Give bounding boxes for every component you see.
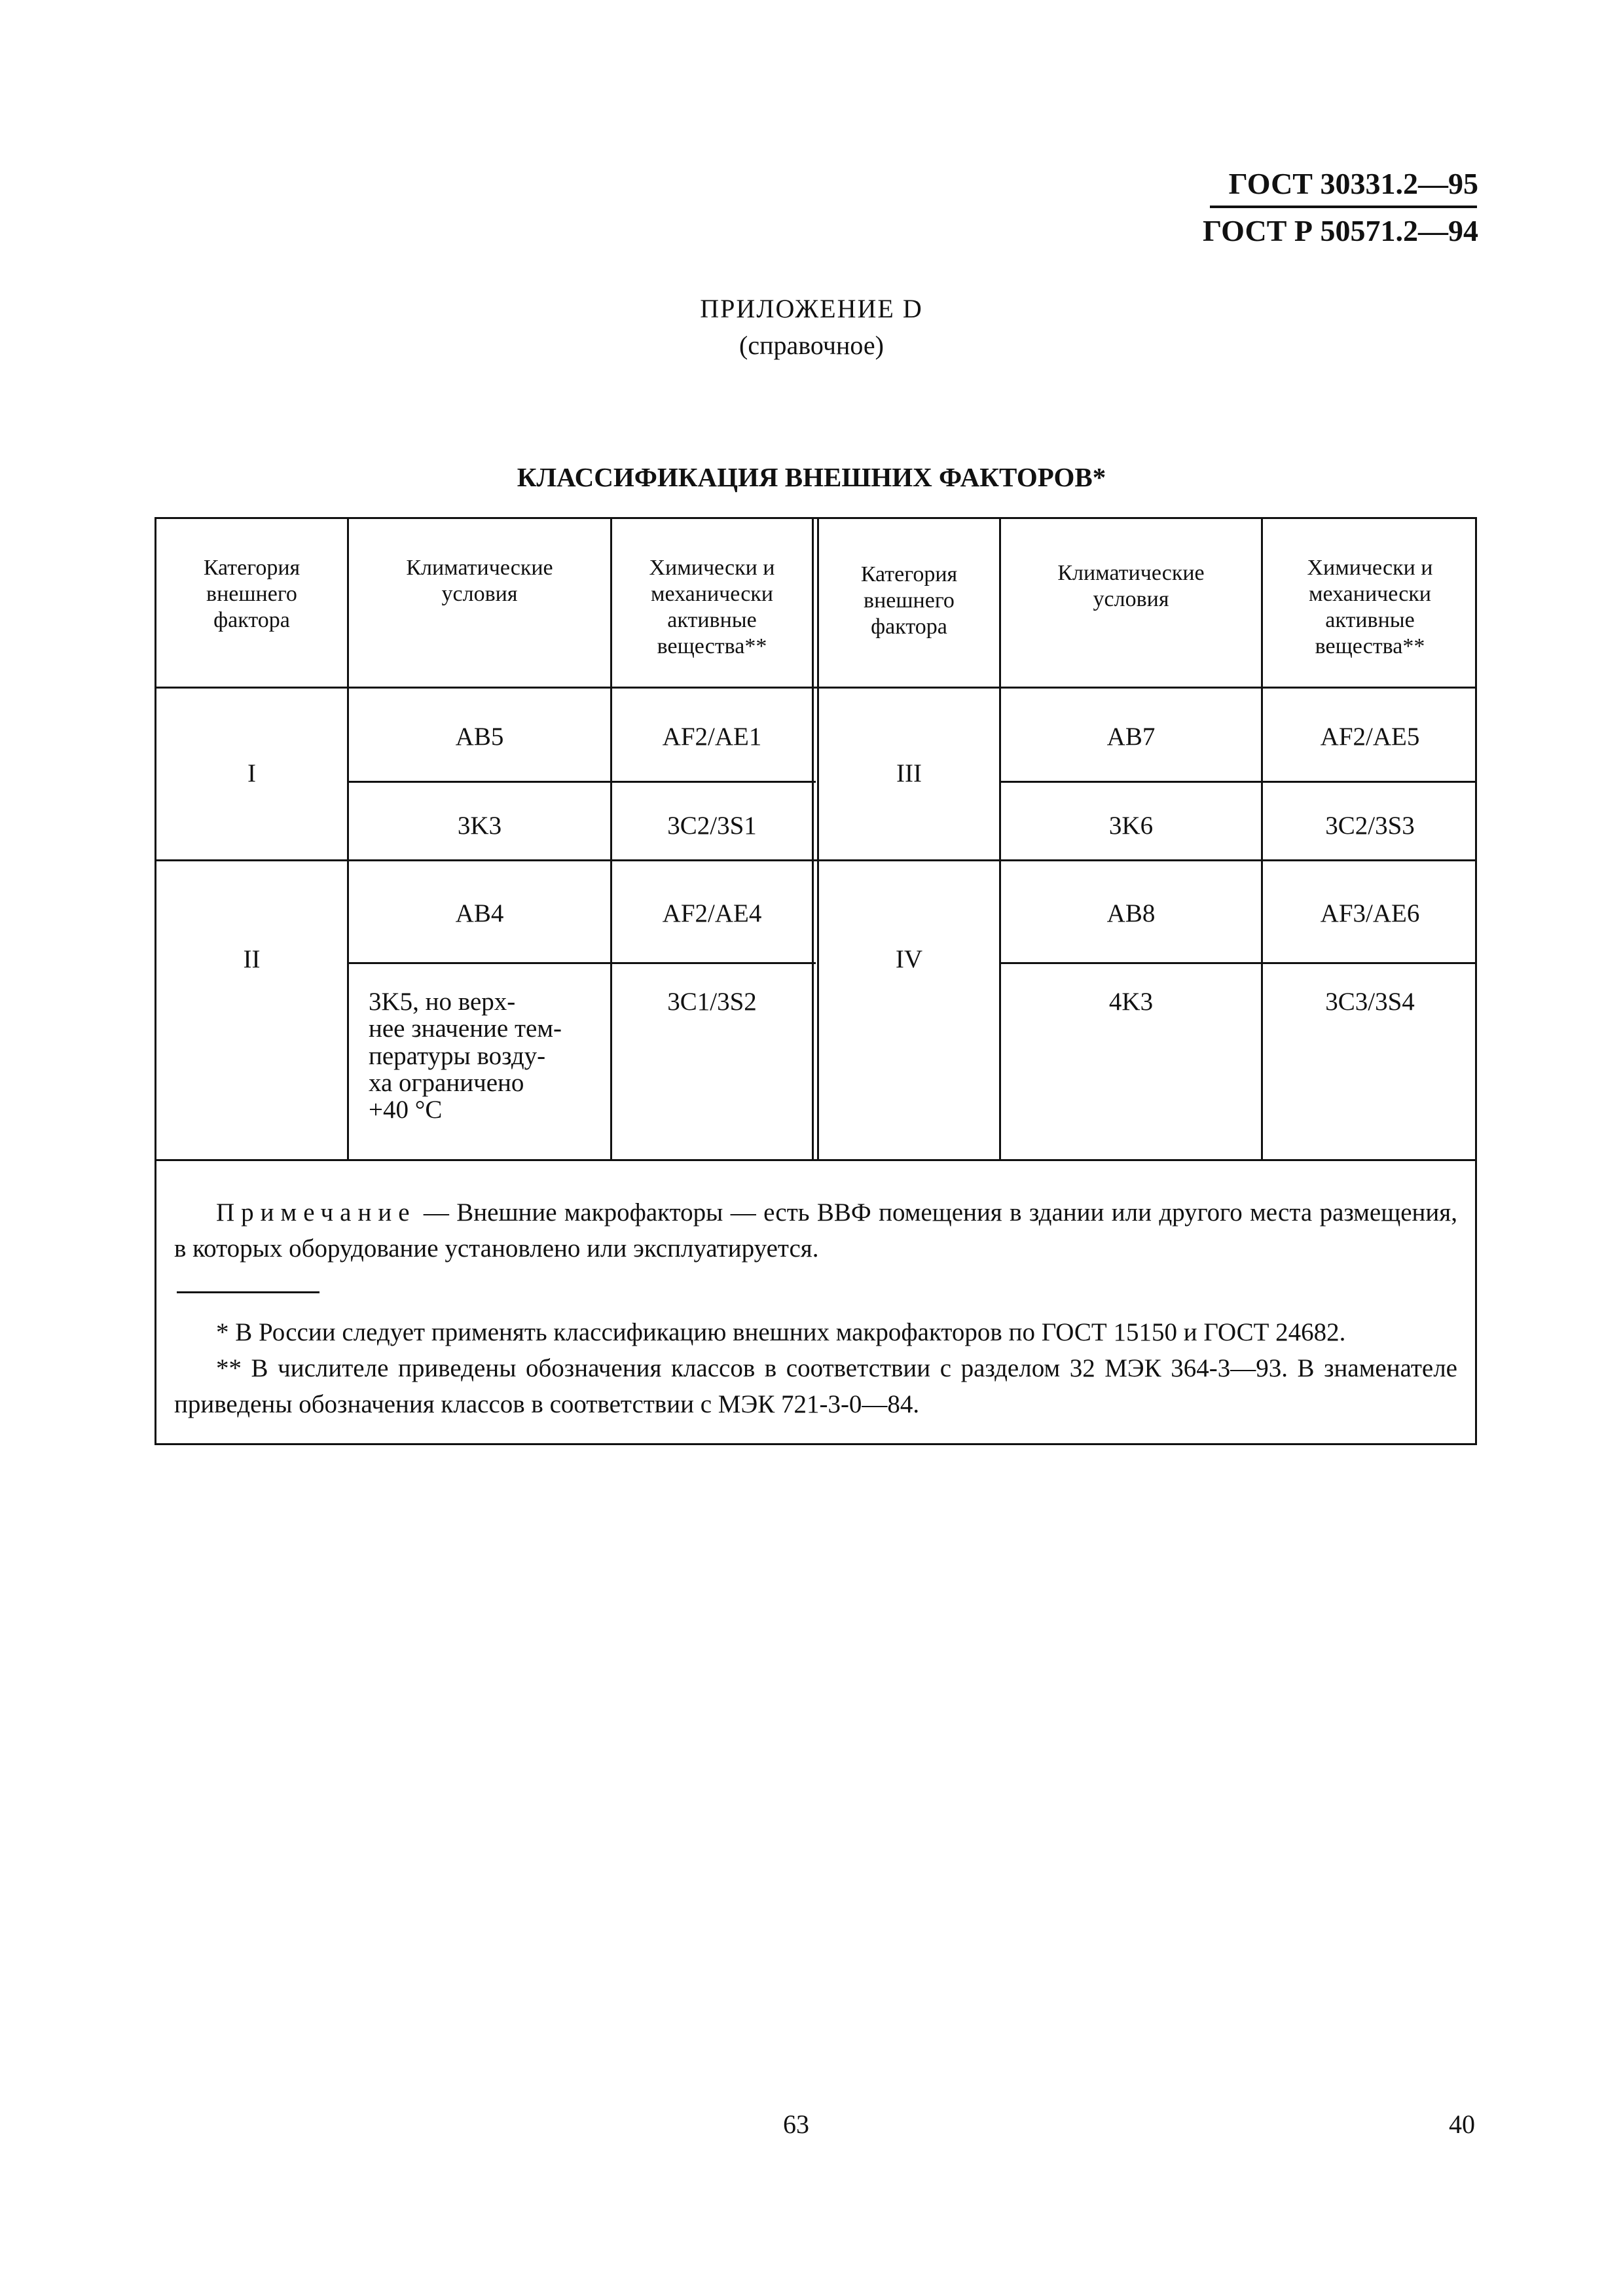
- header-cell-category-1: Категория внешнего фактора: [203, 556, 301, 633]
- note-text: — Внешние макрофакторы — есть ВВФ помещения в здании или другого места размещения, в которых оборудование установлено или эксплуатируется.: [174, 1198, 1457, 1263]
- footnote-1: * В России следует применять классификацию внешних макрофакторов по ГОСТ 15150 и ГОСТ 24682.: [216, 1318, 1346, 1346]
- appendix-label: ПРИЛОЖЕНИЕ D: [700, 294, 923, 323]
- page-number-center: 63: [783, 2109, 809, 2139]
- header-rule: [1210, 206, 1477, 208]
- footnote-2: ** В числителе приведены обозначения классов в соответствии с разделом 32 МЭК 364-3—93. В знаменателе приведены обозначения классов в соответствии с МЭК 721-3-0—84.: [174, 1354, 1457, 1419]
- table-title: КЛАССИФИКАЦИЯ ВНЕШНИХ ФАКТОРОВ*: [517, 462, 1106, 492]
- row-line-2b: [999, 962, 1477, 964]
- appendix-kind: (справочное): [739, 331, 884, 360]
- standard-number-1: ГОСТ 30331.2—95: [1228, 167, 1478, 200]
- chemical-cell-I-1: AF2/AE1: [662, 723, 762, 751]
- table-body-bottom-line: [155, 1159, 1477, 1161]
- chemical-cell-IV-1: AF3/AE6: [1320, 899, 1420, 927]
- category-cell-IV: IV: [895, 944, 923, 973]
- row-line-1b: [999, 781, 1477, 783]
- category-cell-I: I: [247, 759, 256, 788]
- chemical-cell-III-2: 3C2/3S3: [1325, 812, 1415, 840]
- chemical-cell-IV-2: 3C3/3S4: [1325, 988, 1415, 1016]
- standard-number-2: ГОСТ Р 50571.2—94: [1203, 214, 1478, 247]
- climatic-cell-I-1: AB5: [455, 723, 504, 751]
- header-cell-climatic-2: Климатические условия: [1057, 561, 1205, 612]
- climatic-cell-II-2: 3K5, но верх- нее значение тем- пературы возду- ха ограничено +40 °С: [369, 988, 562, 1124]
- climatic-cell-IV-1: AB8: [1106, 899, 1156, 927]
- header-cell-chemical-1: Химически и механически активные вещества**: [649, 556, 775, 659]
- header-cell-climatic-1: Климатические условия: [406, 556, 553, 607]
- category-cell-II: II: [243, 944, 261, 973]
- chemical-cell-II-2: 3C1/3S2: [667, 988, 757, 1016]
- climatic-cell-III-1: AB7: [1106, 723, 1156, 751]
- chemical-cell-II-1: AF2/AE4: [662, 899, 762, 927]
- row-line-2a: [347, 962, 816, 964]
- category-cell-III: III: [896, 759, 922, 788]
- group-line-1: [155, 859, 1477, 861]
- page-number-right: 40: [1449, 2109, 1475, 2139]
- col-line-3a: [812, 517, 814, 1160]
- climatic-cell-IV-2: 4K3: [1108, 988, 1154, 1016]
- note-label: Примечание: [216, 1198, 416, 1227]
- chemical-cell-I-2: 3C2/3S1: [667, 812, 757, 840]
- header-cell-chemical-2: Химически и механически активные вещества**: [1307, 556, 1433, 659]
- row-line-1a: [347, 781, 816, 783]
- chemical-cell-III-1: AF2/AE5: [1320, 723, 1420, 751]
- climatic-cell-I-2: 3K3: [457, 812, 502, 840]
- climatic-cell-II-1: AB4: [455, 899, 504, 927]
- header-cell-category-2: Категория внешнего фактора: [860, 562, 958, 639]
- table-note: [174, 1194, 1457, 1267]
- footnote-rule: [177, 1291, 319, 1293]
- climatic-cell-III-2: 3K6: [1108, 812, 1154, 840]
- header-bottom-line: [155, 687, 1477, 689]
